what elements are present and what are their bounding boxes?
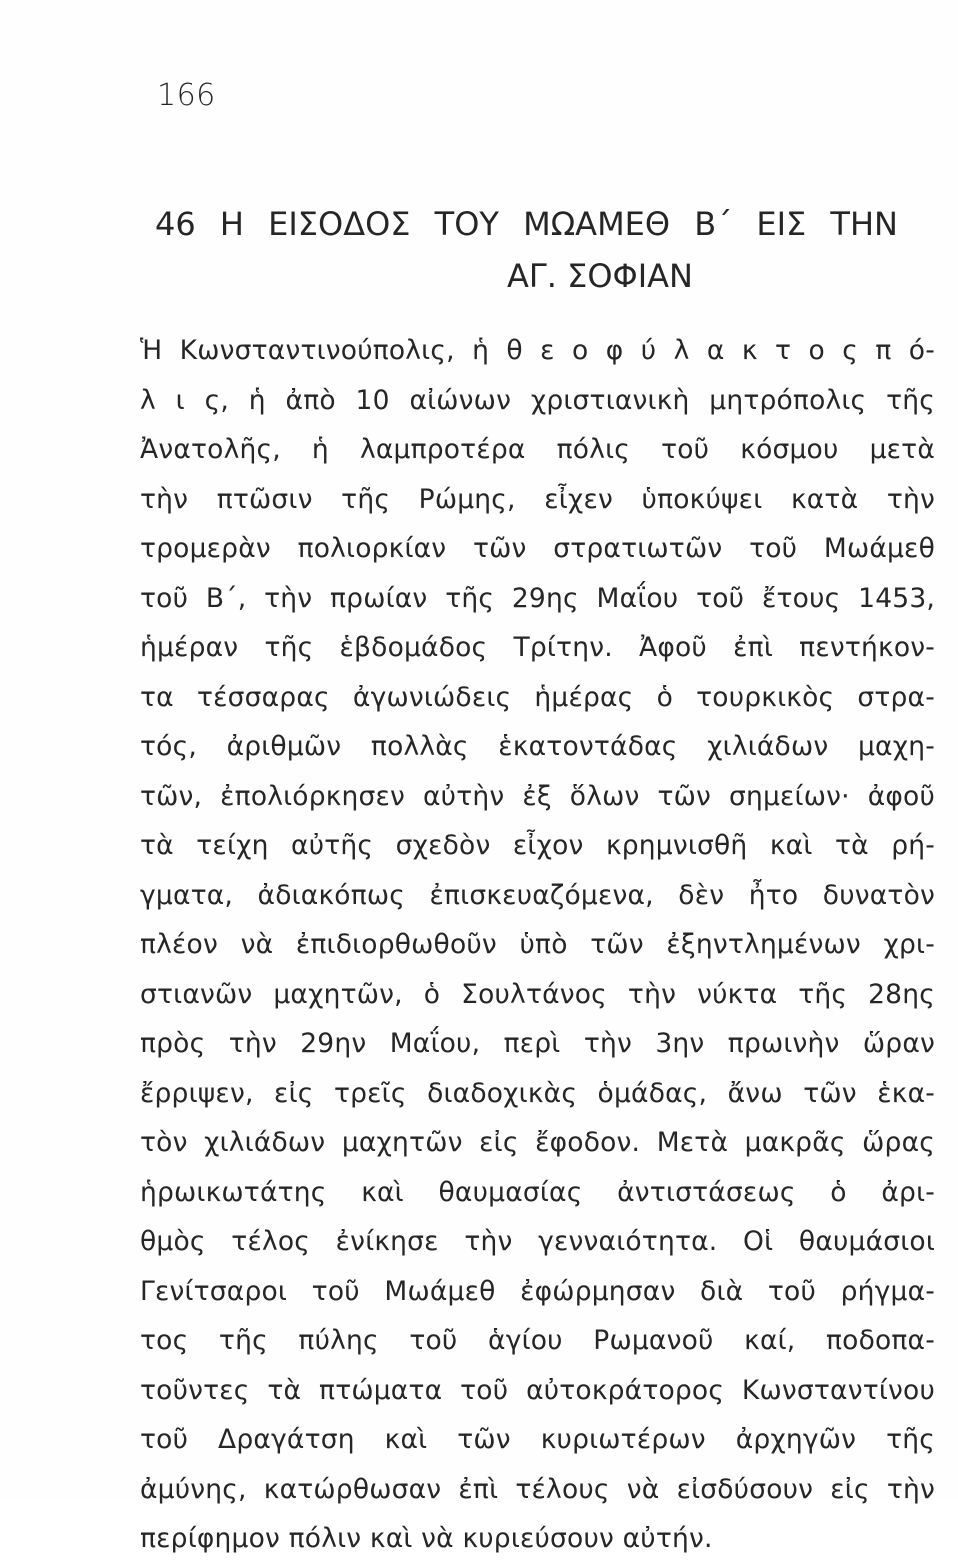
text-line: Ἡ Κωνσταντινούπολις, ἡ θ ε ο φ ύ λ α κ τ ο ς π ό- [140, 335, 935, 366]
text-line: λ ι ς, ἡ ἀπὸ 10 αἰώνων χριστιανικὴ μητρόπολις τῆς [140, 384, 935, 416]
text-line: τὰ τείχη αὐτῆς σχεδὸν εἶχον κρημνισθῆ καὶ τὰ ρή- [140, 830, 935, 861]
text-line: τοῦ Δραγάτση καὶ τῶν κυριωτέρων ἀρχηγῶν τῆς [140, 1424, 935, 1455]
text-line: Ἀνατολῆς, ἡ λαμπροτέρα πόλις τοῦ κόσμου μετὰ [140, 434, 935, 465]
text-line: τρομερὰν πολιορκίαν τῶν στρατιωτῶν τοῦ Μωάμεθ [140, 533, 935, 564]
text-line: Γενίτσαροι τοῦ Μωάμεθ ἐφώρμησαν διὰ τοῦ ρήγμα- [140, 1275, 935, 1307]
text-line: τα τέσσαρας ἀγωνιώδεις ἡμέρας ὁ τουρκικὸς στρα- [140, 681, 935, 713]
text-line: ἔρριψεν, εἰς τρεῖς διαδοχικὰς ὁμάδας, ἄνω τῶν ἑκα- [140, 1077, 935, 1109]
text-line: θμὸς τέλος ἐνίκησε τὴν γενναιότητα. Οἱ θαυμάσιοι [140, 1226, 935, 1257]
text-line: τοῦντες τὰ πτώματα τοῦ αὐτοκράτορος Κωνσταντίνου [140, 1374, 935, 1406]
text-line: γματα, ἀδιακόπως ἐπισκευαζόμενα, δὲν ἦτο δυνατὸν [140, 879, 935, 911]
chapter-heading [155, 198, 915, 302]
text-line: ἡμέραν τῆς ἑβδομάδος Τρίτην. Ἀφοῦ ἐπὶ πεντήκον- [140, 632, 935, 663]
chapter-heading-line-2: ΑΓ. ΣΟΦΙΑΝ [507, 257, 693, 295]
text-line: τός, ἀριθμῶν πολλὰς ἑκατοντάδας χιλιάδων μαχη- [140, 731, 935, 762]
text-line: τὸν χιλιάδων μαχητῶν εἰς ἔφοδον. Μετὰ μακρᾶς ὥρας [140, 1127, 935, 1158]
text-line: πλέον νὰ ἐπιδιορθωθοῦν ὑπὸ τῶν ἐξηντλημένων χρι- [140, 929, 935, 960]
text-line: ἀμύνης, κατώρθωσαν ἐπὶ τέλους νὰ εἰσδύσουν εἰς τὴν [140, 1473, 935, 1505]
text-line: ἡρωικωτάτης καὶ θαυμασίας ἀντιστάσεως ὁ ἀρι- [140, 1176, 935, 1208]
text-line: πρὸς τὴν 29ην Μαΐου, περὶ τὴν 3ην πρωινὴν ὥραν [140, 1028, 935, 1059]
text-line: τὴν πτῶσιν τῆς Ρώμης, εἶχεν ὑποκύψει κατὰ τὴν [140, 483, 935, 515]
text-line: τοῦ Β΄, τὴν πρωίαν τῆς 29ης Μαΐου τοῦ ἔτους 1453, [140, 582, 935, 614]
text-line: στιανῶν μαχητῶν, ὁ Σουλτάνος τὴν νύκτα τῆς 28ης [140, 978, 935, 1010]
body-paragraph [140, 326, 935, 1564]
page-number: 166 [157, 78, 216, 113]
chapter-heading-line-1: 46 Η ΕΙΣΟΔΟΣ ΤΟΥ ΜΩΑΜΕΘ Β΄ ΕΙΣ ΤΗΝ [155, 205, 898, 243]
text-line: περίφημον πόλιν καὶ νὰ κυριεύσουν αὐτήν. [140, 1523, 713, 1554]
text-line: τος τῆς πύλης τοῦ ἁγίου Ρωμανοῦ καί, ποδοπα- [140, 1325, 935, 1356]
text-line: τῶν, ἐπολιόρκησεν αὐτὴν ἐξ ὅλων τῶν σημείων· ἀφοῦ [140, 780, 935, 812]
